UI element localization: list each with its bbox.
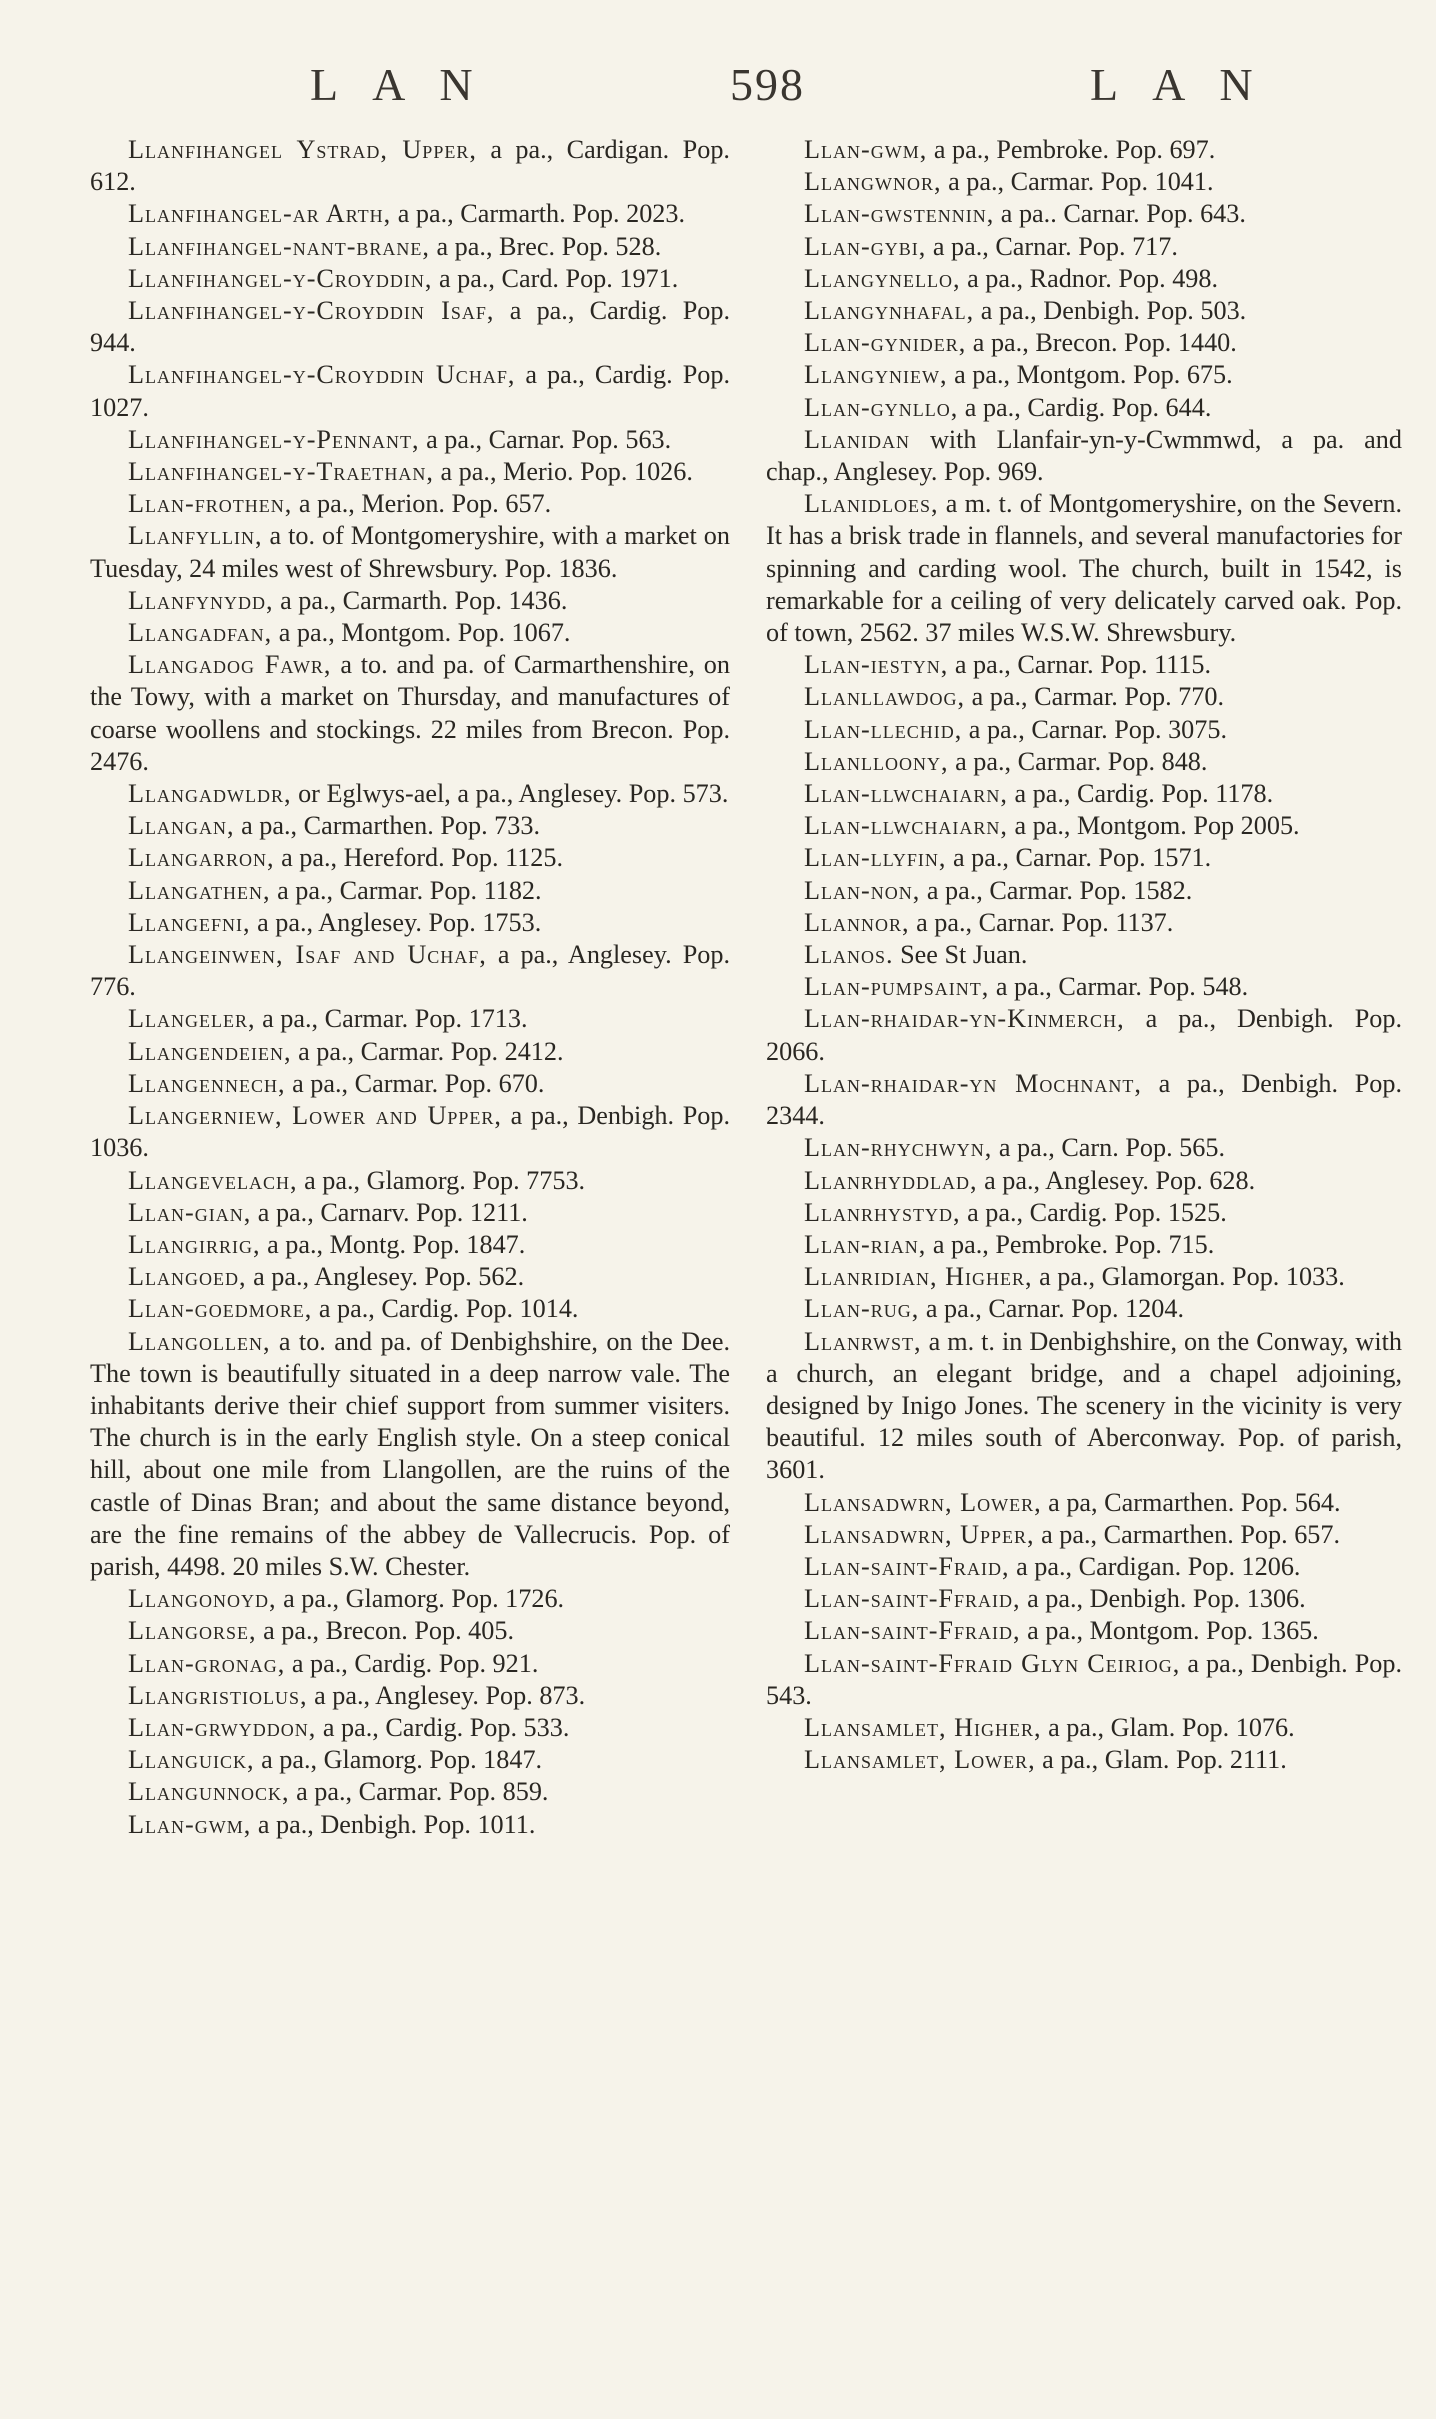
gazetteer-entry — [766, 263, 1402, 295]
entry-headword: Llangadog Fawr, — [128, 650, 332, 680]
entry-headword: Llangendeien, — [128, 1036, 292, 1066]
entry-headword: Llan-rug, — [804, 1294, 920, 1324]
entry-headword: Llan-saint-Fraid, — [804, 1551, 1010, 1581]
entry-description: a pa., Glamorg. Pop. 7753. — [297, 1165, 586, 1195]
entry-headword: Llan-frothen, — [128, 489, 293, 519]
entry-description: a pa., Cardig. Pop. 1525. — [960, 1197, 1227, 1227]
gazetteer-entry — [766, 875, 1402, 907]
gazetteer-entry — [90, 1648, 730, 1680]
entry-description: a pa, Carmarthen. Pop. 564. — [1041, 1487, 1341, 1517]
gazetteer-entry — [766, 1165, 1402, 1197]
entry-headword: Llan-rhychwyn, — [804, 1133, 993, 1163]
gazetteer-entry — [90, 231, 730, 263]
entry-headword: Llan-llyfin, — [804, 843, 947, 873]
entry-headword: Llansamlet, Higher, — [804, 1712, 1042, 1742]
entry-headword: Llangeinwen, Isaf and Uchaf, — [128, 940, 487, 970]
entry-description: a pa., Cardig. Pop. 644. — [958, 392, 1212, 422]
entry-description: a pa., Carn. Pop. 565. — [992, 1133, 1226, 1163]
gazetteer-entry — [766, 714, 1402, 746]
entry-description: a pa., Merio. Pop. 1026. — [433, 457, 693, 487]
gazetteer-entry — [766, 1132, 1402, 1164]
entry-headword: Llangunnock, — [128, 1777, 290, 1807]
entry-description: a pa., Montgom. Pop. 675. — [947, 360, 1233, 390]
entry-headword: Llangadfan, — [128, 618, 273, 648]
entry-headword: Llannor, — [804, 907, 910, 937]
entry-headword: Llanguick, — [128, 1745, 255, 1775]
entry-headword: Llan-llwchaiarn, — [804, 811, 1008, 841]
entry-headword: Llan-gynllo, — [804, 392, 959, 422]
entry-headword: Llangorse, — [128, 1616, 257, 1646]
entry-headword: Llanfihangel-y-Pennant, — [128, 424, 420, 454]
gazetteer-entry — [90, 939, 730, 1003]
entry-headword: Llan-gwstennin, — [804, 199, 995, 229]
entry-description: a pa., Anglesey. Pop. 562. — [246, 1262, 525, 1292]
gazetteer-entry — [90, 263, 730, 295]
gazetteer-entry — [766, 1293, 1402, 1325]
entry-description: a pa., Denbigh. Pop. 2066. — [766, 1004, 1402, 1066]
entry-headword: Llanllawdog, — [804, 682, 966, 712]
gazetteer-entry — [90, 1197, 730, 1229]
entry-description: a pa., Carnar. Pop. 1204. — [919, 1294, 1185, 1324]
entry-description: a pa., Brecon. Pop. 405. — [256, 1616, 515, 1646]
entry-headword: Llan-saint-Ffraid, — [804, 1616, 1021, 1646]
entry-headword: Llanridian, Higher, — [804, 1262, 1033, 1292]
gazetteer-entry — [90, 1680, 730, 1712]
entry-description: a pa., Merion. Pop. 657. — [292, 489, 552, 519]
gazetteer-entry — [766, 681, 1402, 713]
gazetteer-entry — [766, 488, 1402, 649]
gazetteer-entry — [90, 1809, 730, 1841]
gazetteer-entry — [90, 1261, 730, 1293]
entry-description: a to. and pa. of Carmarthenshire, on the Towy, with a market on Thursday, and manufactures of coarse woollens and stockings. 22 miles from Brecon. Pop. 2476. — [90, 650, 730, 776]
entry-description: a pa., Carmar. Pop. 2412. — [291, 1036, 564, 1066]
entry-description: a pa., Anglesey. Pop. 776. — [90, 940, 731, 1002]
entry-headword: Llangwnor, — [804, 167, 942, 197]
gazetteer-entry — [766, 1229, 1402, 1261]
gazetteer-entry — [90, 1003, 730, 1035]
gazetteer-entry — [766, 746, 1402, 778]
entry-headword: Llangynhafal, — [804, 296, 975, 326]
gazetteer-entry — [90, 1326, 730, 1584]
entry-headword: Llanfihangel Ystrad, Upper, — [128, 135, 477, 164]
entry-description: a pa., Carmarthen. Pop. 733. — [234, 811, 540, 841]
entry-headword: Llan-saint-Ffraid, — [804, 1584, 1021, 1614]
gazetteer-entry — [90, 1615, 730, 1647]
entry-headword: Llangevelach, — [128, 1165, 298, 1195]
entry-description: a pa., Glamorg. Pop. 1726. — [276, 1584, 565, 1614]
gazetteer-entry — [90, 1068, 730, 1100]
entry-description: a pa., Anglesey. Pop. 873. — [307, 1680, 586, 1710]
gazetteer-entry — [766, 1003, 1402, 1067]
entry-headword: Llan-llechid, — [804, 714, 963, 744]
gazetteer-entry — [90, 585, 730, 617]
entry-description: a pa., Denbigh. Pop. 2344. — [766, 1068, 1402, 1131]
entry-description: a pa., Carmar. Pop. 1182. — [270, 875, 542, 905]
gazetteer-entry — [766, 1583, 1402, 1615]
gazetteer-entry — [766, 295, 1402, 327]
entry-description: a pa., Cardig. Pop. 944. — [90, 296, 731, 358]
entry-description: a pa., Denbigh. Pop. 1011. — [251, 1809, 536, 1839]
entry-headword: Llanrhystyd, — [804, 1197, 961, 1227]
entry-headword: Llansadwrn, Lower, — [804, 1487, 1042, 1517]
entry-description: a pa., Carmar. Pop. 848. — [948, 746, 1208, 776]
gazetteer-entry — [766, 327, 1402, 359]
gazetteer-entry — [766, 359, 1402, 391]
gazetteer-entry — [766, 1068, 1402, 1132]
gazetteer-entry — [90, 842, 730, 874]
entry-description: a pa., Carmar. Pop. 548. — [989, 972, 1249, 1002]
entry-headword: Llanfihangel-y-Croyddin Uchaf, — [128, 360, 516, 390]
gazetteer-entry — [90, 295, 730, 359]
entry-headword: Llan-saint-Ffraid Glyn Ceiriog, — [804, 1648, 1181, 1678]
entry-headword: Llanrwst, — [804, 1326, 922, 1356]
entry-headword: Llangonoyd, — [128, 1584, 277, 1614]
entry-description: a pa., Cardig. Pop. 1014. — [312, 1294, 579, 1324]
entry-description: a pa., Carnar. Pop. 563. — [419, 424, 672, 454]
entry-description: a pa., Denbigh. Pop. 503. — [974, 296, 1247, 326]
entry-headword: Llangeler, — [128, 1004, 256, 1034]
right-column — [766, 134, 1402, 1776]
gazetteer-entry — [766, 1712, 1402, 1744]
entry-description: a pa., Anglesey. Pop. 628. — [977, 1165, 1256, 1195]
gazetteer-entry — [90, 456, 730, 488]
entry-headword: Llanfihangel-y-Croyddin, — [128, 263, 433, 293]
entry-description: a pa., Hereford. Pop. 1125. — [274, 843, 564, 873]
entry-headword: Llangarron, — [128, 843, 275, 873]
entry-headword: Llan-gwm, — [804, 135, 928, 164]
entry-headword: Llan-rian, — [804, 1229, 927, 1259]
entry-description: a pa., Carnar. Pop. 3075. — [962, 714, 1227, 744]
entry-description: a pa., Carmarth. Pop. 1436. — [273, 585, 568, 615]
gazetteer-entry — [766, 1648, 1402, 1712]
entry-description: a pa., Montgom. Pop. 1365. — [1020, 1616, 1319, 1646]
gazetteer-entry — [90, 1293, 730, 1325]
gazetteer-entry — [90, 1165, 730, 1197]
entry-description: a pa., Pembroke. Pop. 715. — [926, 1229, 1215, 1259]
gazetteer-entry — [90, 649, 730, 778]
gazetteer-entry — [90, 617, 730, 649]
gazetteer-entry — [766, 1261, 1402, 1293]
entry-description: a pa., Cardig. Pop. 533. — [316, 1712, 570, 1742]
gazetteer-entry — [766, 198, 1402, 230]
gazetteer-entry — [90, 1712, 730, 1744]
gazetteer-entry — [766, 1744, 1402, 1776]
gazetteer-entry — [766, 939, 1402, 971]
gazetteer-entry — [766, 907, 1402, 939]
entry-description: a pa., Cardigan. Pop. 612. — [90, 135, 730, 197]
page-header — [90, 58, 1396, 122]
gazetteer-entry — [90, 778, 730, 810]
entry-headword: Llan-grwyddon, — [128, 1712, 317, 1742]
entry-headword: Llangerniew, Lower and Upper, — [128, 1101, 502, 1131]
page-number: 598 — [730, 59, 805, 110]
entry-headword: Llan-gwm, — [128, 1809, 252, 1839]
entry-description: a pa., Glamorgan. Pop. 1033. — [1032, 1262, 1345, 1292]
gazetteer-entry — [90, 1583, 730, 1615]
entry-headword: Llan-gybi, — [804, 231, 927, 261]
gazetteer-entry — [766, 971, 1402, 1003]
entry-headword: Llangollen, — [128, 1326, 271, 1356]
entry-headword: Llan-gronag, — [128, 1648, 286, 1678]
entry-description: a pa., Denbigh. Pop. 543. — [766, 1648, 1402, 1710]
gazetteer-entry — [90, 1776, 730, 1808]
gazetteer-entry — [766, 1519, 1402, 1551]
entry-headword: Llangefni, — [128, 907, 251, 937]
entry-description: a pa., Carmar. Pop. 670. — [285, 1068, 545, 1098]
entry-headword: Llangadwldr, — [128, 779, 292, 809]
entry-description: a pa., Anglesey. Pop. 1753. — [250, 907, 542, 937]
entry-headword: Llan-rhaidar-yn Mochnant, — [804, 1068, 1142, 1098]
entry-headword: Llan-rhaidar-yn-Kinmerch, — [804, 1004, 1125, 1034]
gazetteer-entry — [90, 198, 730, 230]
entry-description: a pa., Carmar. Pop. 1582. — [920, 875, 1193, 905]
gazetteer-entry — [766, 1326, 1402, 1487]
entry-headword: Llanfynydd, — [128, 585, 274, 615]
entry-description: a pa., Denbigh. Pop. 1306. — [1020, 1584, 1306, 1614]
entry-description: a pa., Cardig. Pop. 1027. — [90, 360, 730, 422]
gazetteer-entry — [90, 1036, 730, 1068]
entry-headword: Llangennech, — [128, 1068, 286, 1098]
gazetteer-entry — [90, 359, 730, 423]
gazetteer-entry — [90, 1229, 730, 1261]
entry-headword: Llangyniew, — [804, 360, 948, 390]
entry-description: a m. t. of Montgomeryshire, on the Severn. It has a brisk trade in flannels, and several manufactories for spinning and carding wool. The church, built in 1542, is remarkable for a ceiling of very delicately carved oak. Pop. of town, 2562. 37 miles W.S.W. Shrewsbury. — [766, 489, 1402, 648]
entry-headword: Llan-gian, — [128, 1197, 252, 1227]
entry-headword: Llanlloony, — [804, 746, 949, 776]
gazetteer-entry — [766, 1615, 1402, 1647]
entry-description: See St Juan. — [893, 940, 1028, 970]
gazetteer-entry — [90, 488, 730, 520]
entry-headword: Llanidan — [804, 424, 910, 454]
entry-description: a pa., Glam. Pop. 1076. — [1041, 1712, 1295, 1742]
entry-headword: Llan-iestyn, — [804, 650, 949, 680]
entry-description: with Llanfair-yn-y-Cwmmwd, a pa. and chap., Anglesey. Pop. 969. — [766, 424, 1402, 487]
gazetteer-entry — [766, 1197, 1402, 1229]
entry-description: a pa., Carmarthen. Pop. 657. — [1034, 1519, 1341, 1549]
entry-description: a pa., Cardig. Pop. 1178. — [1007, 779, 1274, 809]
gazetteer-entry — [766, 392, 1402, 424]
gazetteer-entry — [90, 424, 730, 456]
gazetteer-entry — [766, 231, 1402, 263]
gazetteer-entry — [766, 134, 1402, 166]
entry-description: a pa., Carnar. Pop. 1571. — [946, 843, 1212, 873]
entry-headword: Llan-llwchaiarn, — [804, 779, 1008, 809]
entry-description: a pa., Glam. Pop. 2111. — [1035, 1745, 1287, 1775]
gazetteer-entry — [90, 810, 730, 842]
entry-description: a pa., Radnor. Pop. 498. — [960, 263, 1219, 293]
header-right-guide-word: LAN — [1090, 59, 1287, 110]
entry-description: a pa., Montg. Pop. 1847. — [260, 1229, 526, 1259]
entry-headword: Llanfihangel-nant-brane, — [128, 231, 430, 261]
gazetteer-entry — [766, 778, 1402, 810]
entry-description: a pa., Pembroke. Pop. 697. — [927, 135, 1216, 164]
entry-description: a pa., Carmar. Pop. 770. — [965, 682, 1224, 712]
entry-description: a pa., Carmar. Pop. 1041. — [941, 167, 1214, 197]
gazetteer-entry — [766, 649, 1402, 681]
left-column — [90, 134, 730, 1841]
entry-description: a pa., Brecon. Pop. 1440. — [966, 328, 1237, 358]
gazetteer-entry — [90, 1744, 730, 1776]
gazetteer-entry — [766, 842, 1402, 874]
entry-description: a pa., Carnarv. Pop. 1211. — [251, 1197, 528, 1227]
entry-headword: Llan-goedmore, — [128, 1294, 313, 1324]
entry-description: a m. t. in Denbighshire, on the Conway, with a church, an elegant bridge, and a chapel adjoining, designed by Inigo Jones. The scenery in the vicinity is very beautiful. 12 miles south of Aberconway. Pop. of parish, 3601. — [766, 1326, 1402, 1485]
entry-headword: Llangristiolus, — [128, 1680, 308, 1710]
entry-headword: Llanrhyddlad, — [804, 1165, 978, 1195]
entry-headword: Llanfihangel-y-Croyddin Isaf, — [128, 296, 495, 326]
gazetteer-entry — [90, 875, 730, 907]
entry-description: a pa.. Carnar. Pop. 643. — [994, 199, 1246, 229]
entry-headword: Llanfyllin, — [128, 521, 263, 551]
entry-description: a pa., Montgom. Pop 2005. — [1007, 811, 1300, 841]
gazetteer-entry — [766, 810, 1402, 842]
entry-headword: Llansadwrn, Upper, — [804, 1519, 1035, 1549]
entry-headword: Llangynello, — [804, 263, 961, 293]
gazetteer-entry — [90, 134, 730, 198]
entry-description: a pa., Card. Pop. 1971. — [432, 263, 679, 293]
gazetteer-entry — [766, 424, 1402, 488]
entry-headword: Llanfihangel-y-Traethan, — [128, 457, 434, 487]
entry-description: a pa., Carnar. Pop. 1115. — [948, 650, 1212, 680]
entry-headword: Llan-pumpsaint, — [804, 972, 990, 1002]
entry-description: a pa., Brec. Pop. 528. — [429, 231, 662, 261]
entry-headword: Llangoed, — [128, 1262, 247, 1292]
gazetteer-entry — [766, 1487, 1402, 1519]
entry-description: a pa., Cardig. Pop. 921. — [285, 1648, 539, 1678]
entry-description: a to. of Montgomeryshire, with a market on Tuesday, 24 miles west of Shrewsbury. Pop. 1836. — [90, 521, 730, 583]
gazetteer-entry — [90, 520, 730, 584]
header-left-guide-word: LAN — [310, 59, 507, 110]
entry-description: a pa., Carnar. Pop. 1137. — [909, 907, 1174, 937]
gazetteer-entry — [90, 1100, 730, 1164]
entry-headword: Llanidloes, — [804, 489, 939, 519]
entry-description: a pa., Carmar. Pop. 859. — [289, 1777, 549, 1807]
entry-headword: Llangirrig, — [128, 1229, 261, 1259]
entry-description: a to. and pa. of Denbighshire, on the Dee. The town is beautifully situated in a deep narrow vale. The inhabitants derive their chief support from summer visiters. The church is in the early English style. On a steep conical hill, about one mile from Llangollen, are the ruins of the castle of Dinas Bran; and about the same distance beyond, are the fine remains of the abbey de Vallecrucis. Pop. of parish, 4498. 20 miles S.W. Chester. — [90, 1326, 730, 1581]
gazetteer-entry — [766, 166, 1402, 198]
entry-headword: Llangathen, — [128, 875, 271, 905]
entry-headword: Llanos. — [804, 940, 894, 970]
entry-description: a pa., Glamorg. Pop. 1847. — [254, 1745, 543, 1775]
gazetteer-entry — [766, 1551, 1402, 1583]
entry-description: or Eglwys-ael, a pa., Anglesey. Pop. 573. — [291, 779, 729, 809]
entry-headword: Llan-gynider, — [804, 328, 967, 358]
entry-description: a pa., Carnar. Pop. 717. — [926, 231, 1178, 261]
gazetteer-entry — [90, 907, 730, 939]
entry-headword: Llan-non, — [804, 875, 921, 905]
entry-description: a pa., Denbigh. Pop. 1036. — [90, 1101, 731, 1163]
entry-description: a pa., Montgom. Pop. 1067. — [272, 618, 571, 648]
entry-description: a pa., Carmar. Pop. 1713. — [255, 1004, 528, 1034]
entry-description: a pa., Cardigan. Pop. 1206. — [1009, 1551, 1301, 1581]
entry-headword: Llangan, — [128, 811, 235, 841]
entry-description: a pa., Carmarth. Pop. 2023. — [391, 199, 686, 229]
entry-headword: Llansamlet, Lower, — [804, 1745, 1036, 1775]
entry-headword: Llanfihangel-ar Arth, — [128, 199, 392, 229]
